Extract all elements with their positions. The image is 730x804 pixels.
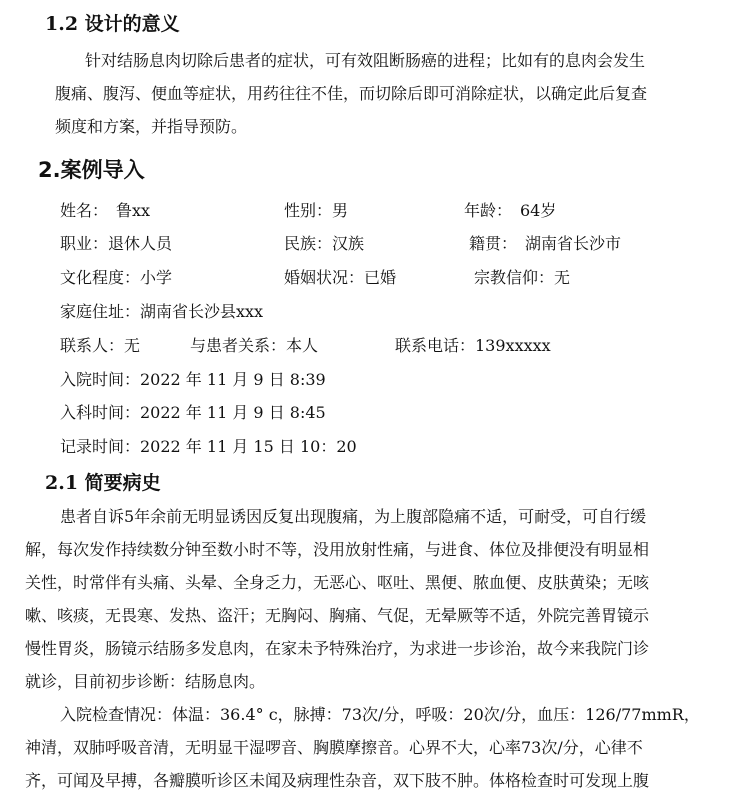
field-age: 年龄： 64岁	[464, 201, 557, 220]
field-contact-person: 联系人：无	[60, 336, 141, 355]
paragraph-line: 齐，可闻及早搏，各瓣膜听诊区未闻及病理性杂音，双下肢不肿。体格检查时可发现上腹	[25, 771, 650, 790]
field-department-time: 入科时间：2022 年 11 月 9 日 8:45	[60, 403, 326, 422]
field-education: 文化程度：小学	[60, 268, 173, 287]
paragraph-line: 针对结肠息肉切除后患者的症状，可有效阻断肠癌的进程；比如有的息肉会发生	[85, 51, 646, 70]
paragraph-line: 患者自诉5年余前无明显诱因反复出现腹痛，为上腹部隐痛不适，可耐受，可自行缓	[60, 507, 647, 526]
section-heading-2: 2.案例导入	[38, 158, 145, 182]
paragraph-line: 入院检查情况：体温：36.4° c，脉搏：73次/分，呼吸：20次/分，血压：126/77mmR，	[60, 705, 700, 724]
paragraph-design-significance	[25, 44, 705, 143]
field-relation: 与患者关系：本人	[190, 336, 319, 355]
field-marital-status: 婚姻状况：已婚	[284, 268, 397, 287]
section-heading-1-2: 1.2 设计的意义	[45, 13, 180, 35]
paragraph-line: 嗽、咳痰，无畏寒、发热、盗汗；无胸闷、胸痛、气促，无晕厥等不适，外院完善胃镜示	[25, 606, 650, 625]
paragraph-line: 就诊，目前初步诊断：结肠息肉。	[25, 672, 266, 691]
paragraph-line: 频度和方案，并指导预防。	[55, 117, 248, 136]
paragraph-brief-history	[25, 500, 705, 797]
field-ethnicity: 民族：汉族	[284, 234, 365, 253]
field-admission-time: 入院时间：2022 年 11 月 9 日 8:39	[60, 370, 326, 389]
paragraph-line: 解，每次发作持续数分钟至数小时不等，没用放射性痛，与进食、体位及排便没有明显相	[25, 540, 650, 559]
field-address: 家庭住址：湖南省长沙县xxx	[60, 302, 264, 321]
paragraph-line: 神清，双肺呼吸音清，无明显干湿啰音、胸膜摩擦音。心界不大，心率73次/分，心律不	[25, 738, 643, 757]
paragraph-line: 关性，时常伴有头痛、头晕、全身乏力，无恶心、呕吐、黑便、脓血便、皮肤黄染；无咳	[25, 573, 650, 592]
field-name: 姓名： 鲁xx	[60, 201, 151, 220]
paragraph-line: 慢性胃炎，肠镜示结肠多发息肉，在家未予特殊治疗，为求进一步诊治，故今来我院门诊	[25, 639, 650, 658]
field-phone: 联系电话：139xxxxx	[395, 336, 551, 355]
field-gender: 性别：男	[284, 201, 349, 220]
field-native-place: 籍贯： 湖南省长沙市	[469, 234, 622, 253]
paragraph-line: 腹痛、腹泻、便血等症状，用药往往不佳，而切除后即可消除症状，以确定此后复查	[55, 84, 648, 103]
section-heading-2-1: 2.1 简要病史	[45, 472, 161, 494]
field-record-time: 记录时间：2022 年 11 月 15 日 10：20	[60, 437, 357, 456]
field-occupation: 职业：退休人员	[60, 234, 173, 253]
field-religion: 宗教信仰：无	[474, 268, 571, 287]
